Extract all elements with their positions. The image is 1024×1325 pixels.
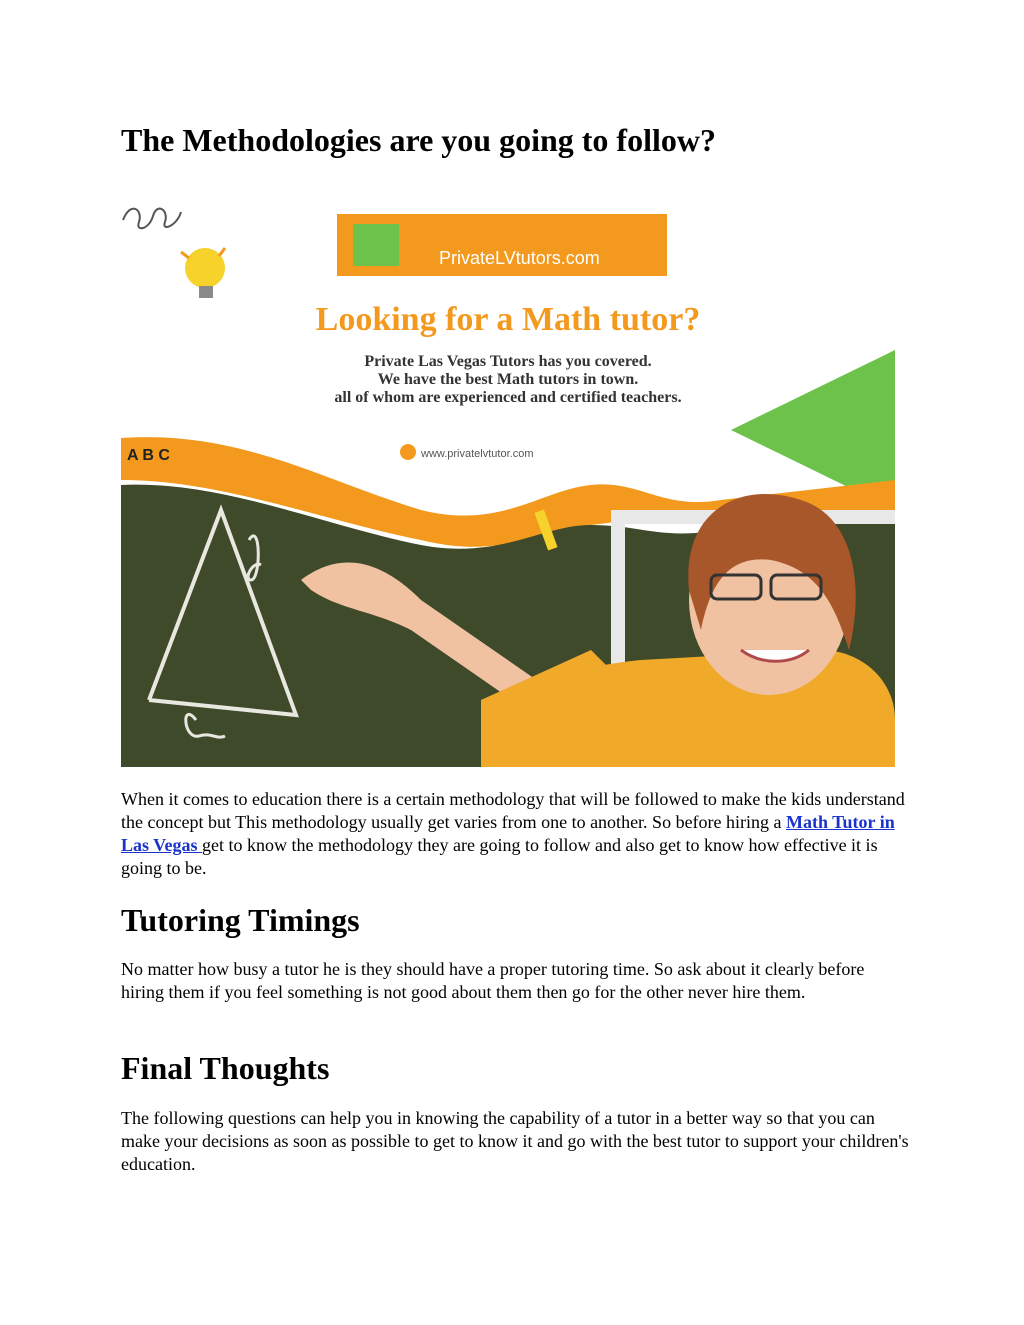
methodologies-paragraph [121,788,911,880]
banner-abc: A B C [127,447,170,464]
tutor-banner-image [121,180,895,767]
banner-website: www.privatelvtutor.com [421,448,534,460]
banner-tagline-2: We have the best Math tutors in town. [377,371,639,388]
final-paragraph: The following questions can help you in knowing the capability of a tutor in a better way so that you can make your decisions as soon as possible to get to know it and go with the best tutor to support your children's education. [121,1108,909,1174]
methodologies-text-before: When it comes to education there is a certain methodology that will be followed to make the kids understand the concept but This methodology usually get varies from one to another. So before hiring a [121,789,905,832]
logo-mark [353,224,399,266]
banner-headline: Looking for a Math tutor? [315,301,701,338]
banner-tagline-1: Private Las Vegas Tutors has you covered. [364,353,652,370]
heading-final-thoughts: Final Thoughts [121,1050,330,1086]
heading-methodologies: The Methodologies are you going to follow? [121,122,716,158]
banner-tagline-3: all of whom are experienced and certified teachers. [334,389,682,406]
methodologies-text-after: get to know the methodology they are going to follow and also get to know how effective it is going to be. [121,835,878,878]
math-tutor-link[interactable]: Math Tutor in Las Vegas [121,812,895,855]
timings-paragraph: No matter how busy a tutor he is they should have a proper tutoring time. So ask about it clearly before hiring them if you feel something is not good about them then go for the other never hire them. [121,959,865,1002]
logo-text: PrivateLVtutors.com [439,248,600,268]
heading-tutoring-timings: Tutoring Timings [121,902,360,938]
